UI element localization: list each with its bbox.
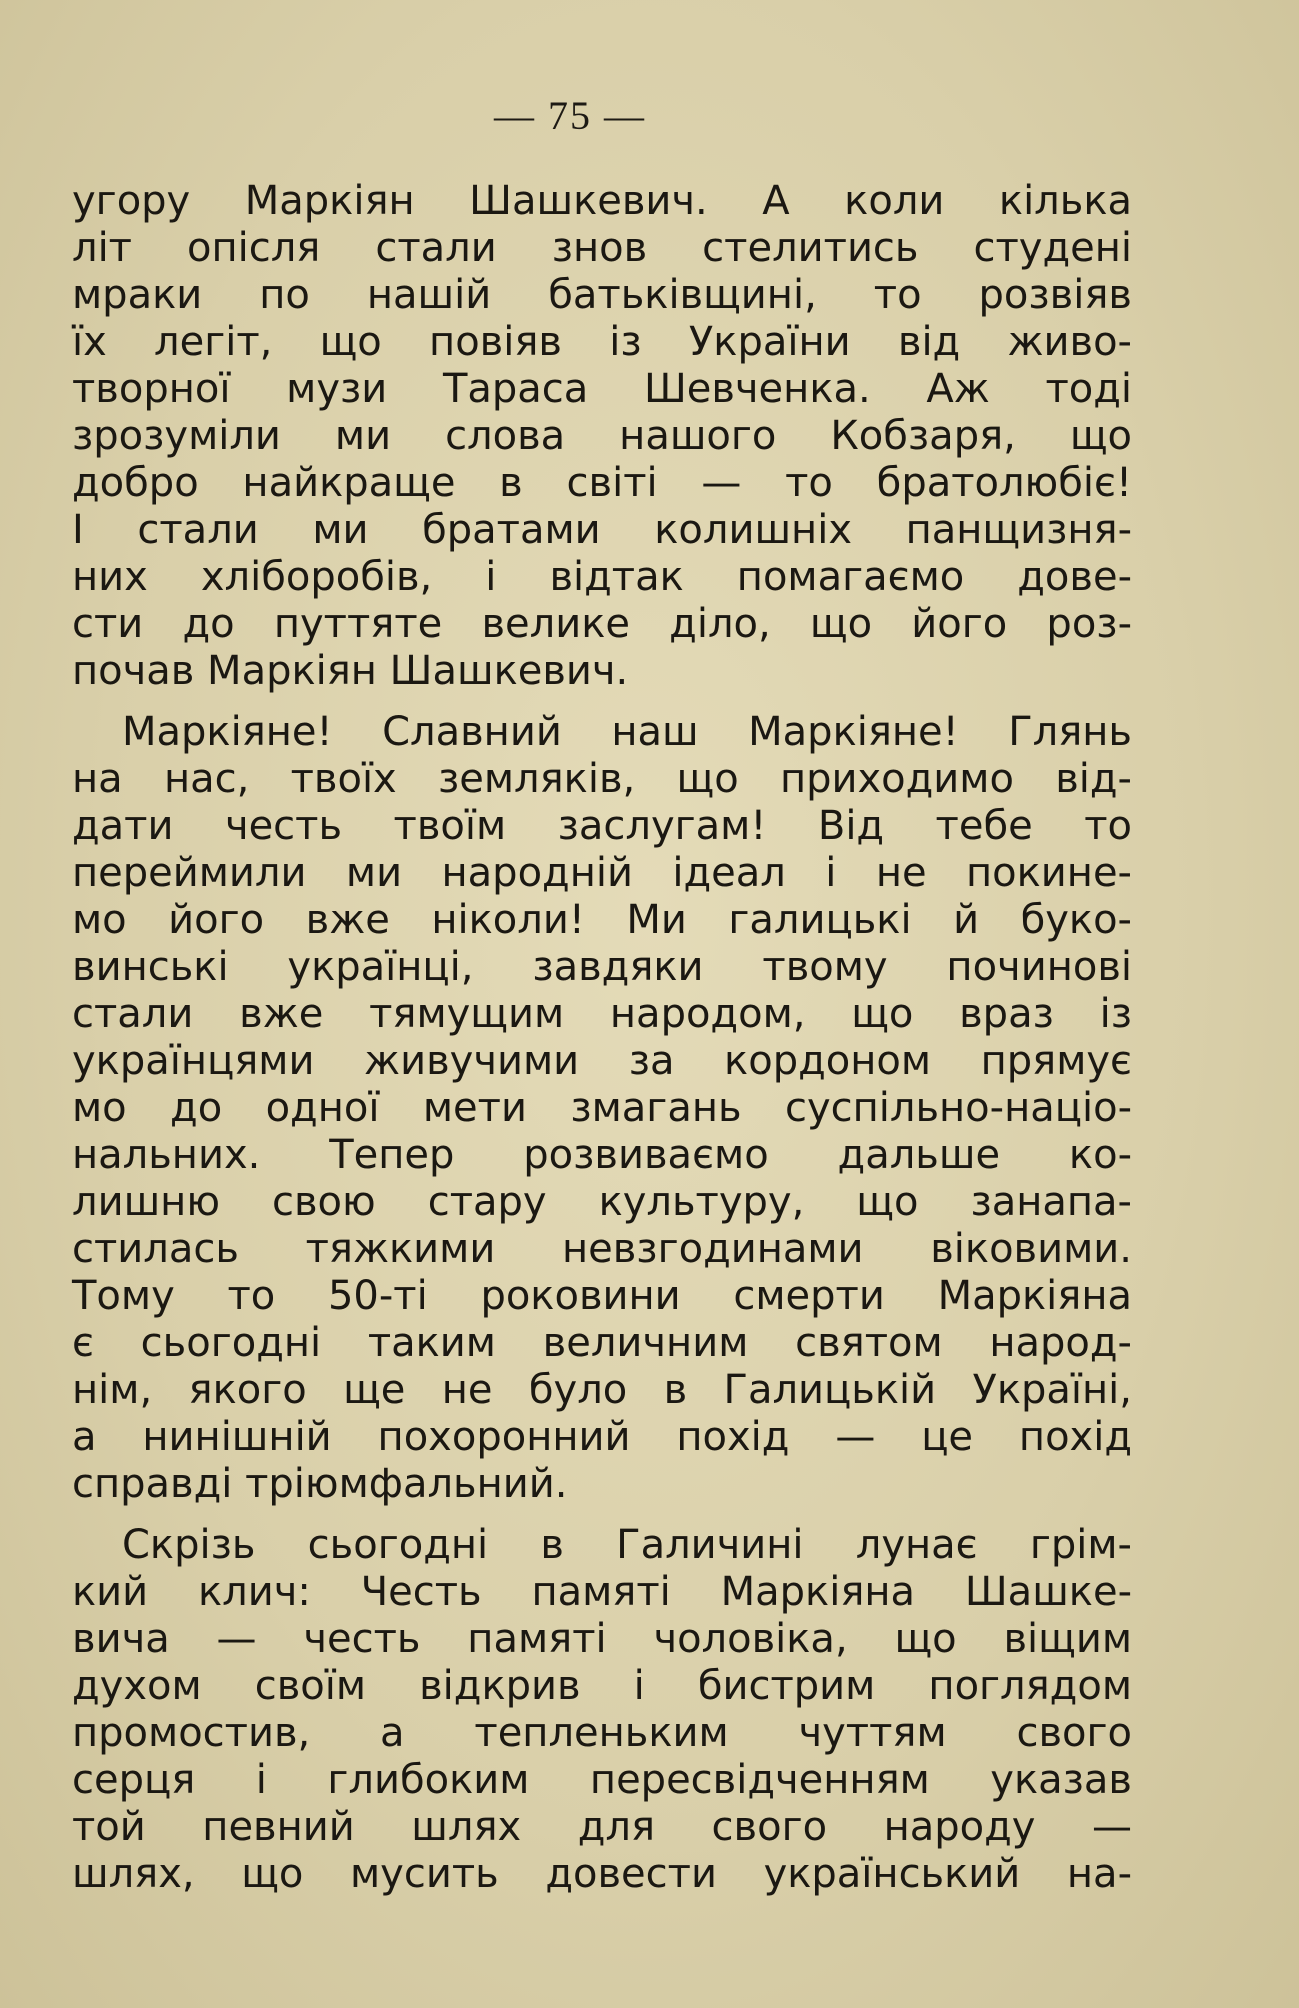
text-line: духом своїм відкрив і бистрим поглядом: [72, 1663, 1132, 1709]
text-line: угору Маркіян Шашкевич. А коли кілька: [72, 178, 1132, 224]
paragraph-3: [72, 1522, 1132, 1898]
text-line: нім, якого ще не було в Галицькій Україні,: [72, 1367, 1132, 1413]
text-line: лишню свою стару культуру, що занапа-: [72, 1179, 1132, 1225]
text-line: добро найкраще в світі — то братолюбіє!: [72, 460, 1132, 506]
text-line: є сьогодні таким величним святом народ-: [72, 1320, 1132, 1366]
text-line: справді тріюмфальний.: [72, 1461, 568, 1507]
paragraph-2: [72, 709, 1132, 1508]
text-line: мо його вже ніколи! Ми галицькі й буко-: [72, 897, 1132, 943]
text-line: вича — честь памяті чоловіка, що віщим: [72, 1616, 1132, 1662]
text-line: літ опісля стали знов стелитись студені: [72, 225, 1132, 271]
paragraph-1: [72, 178, 1132, 695]
text-line: кий клич: Честь памяті Маркіяна Шашке-: [72, 1569, 1132, 1615]
text-line: шлях, що мусить довести український на-: [72, 1851, 1132, 1897]
text-line: той певний шлях для свого народу —: [72, 1804, 1132, 1850]
text-line: І стали ми братами колишніх панщизня-: [72, 507, 1132, 553]
text-line: стали вже тямущим народом, що враз із: [72, 991, 1132, 1037]
text-line: мо до одної мети змагань суспільно-націо-: [72, 1085, 1132, 1131]
text-line: зрозуміли ми слова нашого Кобзаря, що: [72, 413, 1132, 459]
text-line: стилась тяжкими невзгодинами віковими.: [72, 1226, 1132, 1272]
text-line: сти до путтяте велике діло, що його роз-: [72, 601, 1132, 647]
text-line: серця і глибоким пересвідченням указав: [72, 1757, 1132, 1803]
text-line: переймили ми народній ідеал і не покине-: [72, 850, 1132, 896]
text-line: їх легіт, що повіяв із України від живо-: [72, 319, 1132, 365]
text-line: Маркіяне! Славний наш Маркіяне! Глянь: [122, 709, 1132, 755]
text-line: мраки по нашій батьківщині, то розвіяв: [72, 272, 1132, 318]
text-line: них хліборобів, і відтак помагаємо дове-: [72, 554, 1132, 600]
text-line: почав Маркіян Шашкевич.: [72, 648, 629, 694]
text-line: творної музи Тараса Шевченка. Аж тоді: [72, 366, 1132, 412]
text-line: нальних. Тепер розвиваємо дальше ко-: [72, 1132, 1132, 1178]
text-line: на нас, твоїх земляків, що приходимо від-: [72, 756, 1132, 802]
text-line: українцями живучими за кордоном прямує: [72, 1038, 1132, 1084]
text-line: дати честь твоїм заслугам! Від тебе то: [72, 803, 1132, 849]
text-line: промостив, а тепленьким чуттям свого: [72, 1710, 1132, 1756]
text-line: винські українці, завдяки твому починові: [72, 944, 1132, 990]
body-text: [72, 178, 1132, 1912]
text-line: а нинішній похоронний похід — це похід: [72, 1414, 1132, 1460]
text-line: Скрізь сьогодні в Галичині лунає грім-: [122, 1522, 1132, 1568]
text-line: Тому то 50-ті роковини смерти Маркіяна: [72, 1273, 1132, 1319]
page-number: — 75 —: [494, 93, 646, 138]
